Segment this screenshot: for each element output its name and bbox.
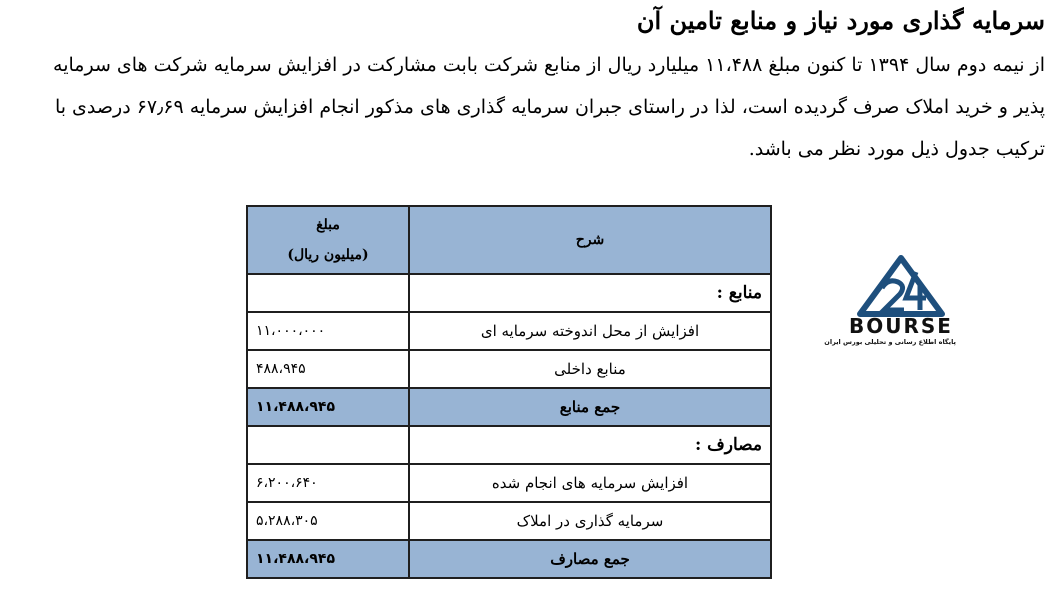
row-description: افزایش سرمایه های انجام شده xyxy=(409,464,771,502)
logo-wordmark: BOURSE xyxy=(849,314,953,338)
row-description: افزایش از محل اندوخته سرمایه ای xyxy=(409,312,771,350)
row-amount: ۴۸۸،۹۴۵ xyxy=(247,350,409,388)
total-label: جمع مصارف xyxy=(409,540,771,578)
section-label: منابع : xyxy=(409,274,771,312)
total-row-sources xyxy=(247,388,771,426)
empty-cell xyxy=(247,426,409,464)
paragraph-line: از نیمه دوم سال ۱۳۹۴ تا کنون مبلغ ۱۱،۴۸۸ میلیارد ریال از منابع شرکت بابت مشارکت در افزایش سرمایه شرکت های سرمایه xyxy=(53,54,1045,76)
table-row xyxy=(247,312,771,350)
paragraph-line: ترکیب جدول ذیل مورد نظر می باشد. xyxy=(748,138,1045,160)
section-label: مصارف : xyxy=(409,426,771,464)
page-title: سرمایه گذاری مورد نیاز و منابع تامین آن xyxy=(636,6,1045,35)
total-row-uses xyxy=(247,540,771,578)
row-description: سرمایه گذاری در املاک xyxy=(409,502,771,540)
total-amount: ۱۱،۴۸۸،۹۴۵ xyxy=(247,540,409,578)
total-amount: ۱۱،۴۸۸،۹۴۵ xyxy=(247,388,409,426)
table-row xyxy=(247,464,771,502)
logo-tagline: پایگاه اطلاع رسانی و تحلیلی بورس ایران xyxy=(824,338,956,346)
header-amount-unit: (میلیون ریال) xyxy=(287,247,369,263)
table-row xyxy=(247,350,771,388)
row-amount: ۱۱،۰۰۰،۰۰۰ xyxy=(247,312,409,350)
table-header-row xyxy=(247,206,771,274)
logo-mark-icon xyxy=(846,254,956,318)
total-label: جمع منابع xyxy=(409,388,771,426)
sources-uses-table xyxy=(246,205,772,579)
row-amount: ۵،۲۸۸،۳۰۵ xyxy=(247,502,409,540)
empty-cell xyxy=(247,274,409,312)
header-amount xyxy=(247,206,409,274)
header-amount-title: مبلغ xyxy=(316,217,340,233)
row-description: منابع داخلی xyxy=(409,350,771,388)
bourse-logo xyxy=(824,254,956,350)
section-row-uses xyxy=(247,426,771,464)
row-amount: ۶،۲۰۰،۶۴۰ xyxy=(247,464,409,502)
intro-paragraph xyxy=(10,44,1045,170)
section-row-sources xyxy=(247,274,771,312)
table-row xyxy=(247,502,771,540)
header-description: شرح xyxy=(409,206,771,274)
paragraph-line: پذیر و خرید املاک صرف گردیده است، لذا در راستای جبران سرمایه گذاری های مذکور انجام افزایش سرمایه ۶۷٫۶۹ درصدی با xyxy=(54,96,1045,118)
